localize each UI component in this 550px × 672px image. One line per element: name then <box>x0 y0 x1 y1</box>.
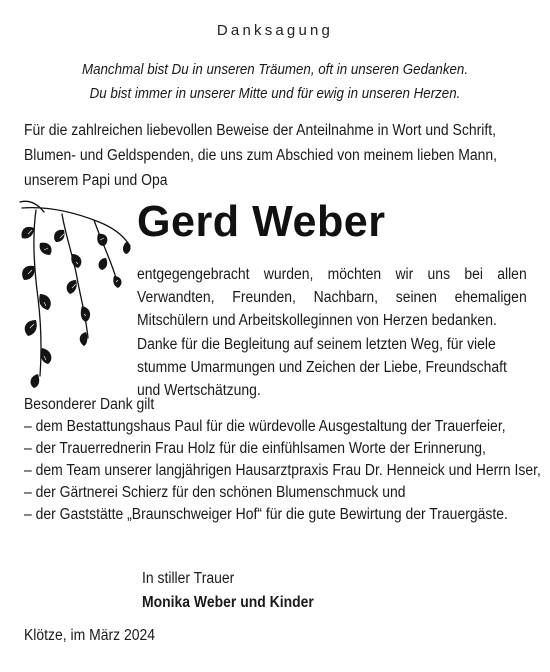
leafy-branch-icon <box>14 198 134 398</box>
special-thanks <box>24 394 550 526</box>
quote-line-1: Manchmal bist Du in unseren Träumen, oft in unseren Gedanken. <box>81 62 469 78</box>
intro-line-3: unserem Papi und Opa <box>24 172 168 189</box>
heading: Danksagung <box>216 22 334 39</box>
signature-block <box>142 567 333 615</box>
special-thanks-item: – dem Bestattungshaus Paul für die würdevolle Ausgestaltung der Trauerfeier, <box>24 418 506 435</box>
special-thanks-item: – der Trauerrednerin Frau Holz für die einfühlsamen Worte der Erinnerung, <box>24 440 486 457</box>
body-line-2: Verwandten, Freunden, Nachbarn, seinen ehemaligen <box>137 289 527 307</box>
intro-line-1: Für die zahlreichen liebevollen Beweise der Anteilnahme in Wort und Schrift, <box>24 122 496 139</box>
body-line-3: Mitschülern und Arbeitskolleginnen von Herzen bedanken. <box>137 312 497 330</box>
body-line-6: und Wertschätzung. <box>137 381 261 399</box>
special-thanks-item: – der Gaststätte „Braunschweiger Hof“ für die gute Bewirtung der Trauergäste. <box>24 506 508 523</box>
special-thanks-title: Besonderer Dank gilt <box>24 396 155 413</box>
special-thanks-item: – der Gärtnerei Schierz für den schönen Blumenschmuck und <box>24 484 406 501</box>
intro-paragraph <box>24 118 497 193</box>
quote-line-2: Du bist immer in unserer Mitte und für ewig in unseren Herzen. <box>89 86 461 102</box>
body-line-5: stumme Umarmungen und Zeichen der Liebe, Freundschaft <box>137 358 507 376</box>
special-thanks-item: – dem Team unserer langjährigen Hausarztpraxis Frau Dr. Henneick und Herrn Iser, <box>24 462 541 479</box>
body-line-1: entgegengebracht wurden, möchten wir uns bei allen <box>137 266 527 283</box>
body-line-4: Danke für die Begleitung auf seinem letzten Weg, für viele <box>137 335 496 353</box>
deceased-name: Gerd Weber <box>137 197 386 246</box>
place-date: Klötze, im März 2024 <box>24 627 156 644</box>
signature-label: In stiller Trauer <box>142 570 235 587</box>
body-paragraph <box>137 263 527 402</box>
signature-names: Monika Weber und Kinder <box>142 594 314 611</box>
intro-line-2: Blumen- und Geldspenden, die uns zum Abschied von meinem lieben Mann, <box>24 147 498 164</box>
